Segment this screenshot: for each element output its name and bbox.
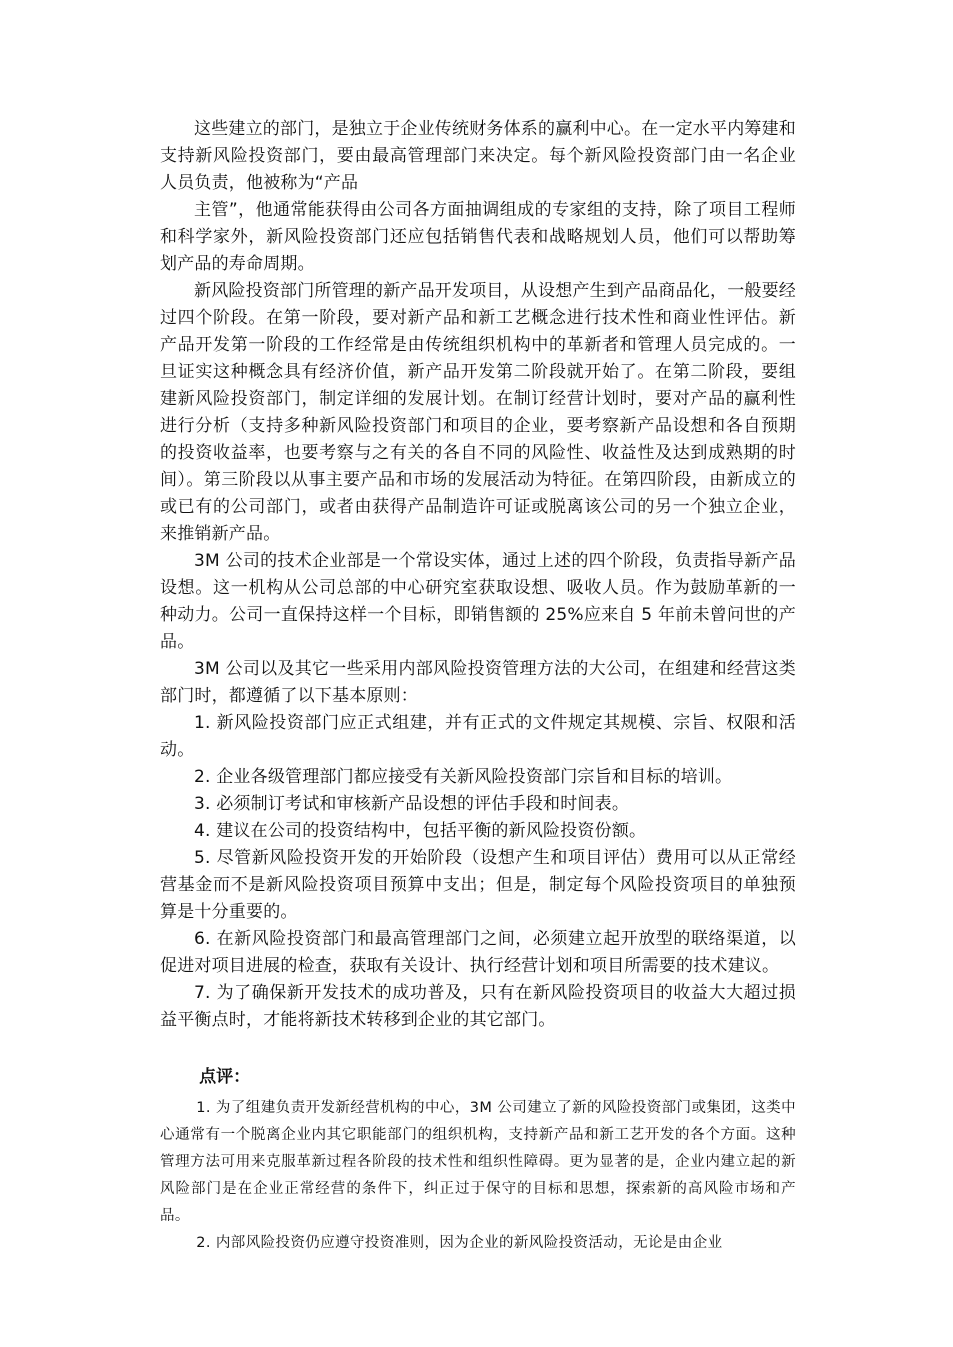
principle-item: 6. 在新风险投资部门和最高管理部门之间，必须建立起开放型的联络渠道，以促进对项目进展的检查，获取有关设计、执行经营计划和项目所需要的技术建议。 <box>160 929 796 976</box>
principle-item: 4. 建议在公司的投资结构中，包括平衡的新风险投资份额。 <box>194 821 647 841</box>
review-heading: 点评： <box>199 1067 251 1087</box>
article-body <box>160 116 796 1034</box>
body-paragraph: 这些建立的部门，是独立于企业传统财务体系的赢利中心。在一定水平内筹建和支持新风险投资部门，要由最高管理部门来决定。每个新风险投资部门由一名企业人员负责，他被称为“产品 <box>160 119 796 193</box>
document-page <box>160 116 796 1257</box>
body-paragraph: 新风险投资部门所管理的新产品开发项目，从设想产生到产品商品化，一般要经过四个阶段。在第一阶段，要对新产品和新工艺概念进行技术性和商业性评估。新产品开发第一阶段的工作经常是由传统组织机构中的革新者和管理人员完成的。一旦证实这种概念具有经济价值，新产品开发第二阶段就开始了。在第二阶段，要组建新风险投资部门，制定详细的发展计划。在制订经营计划时，要对产品的赢利性进行分析（支持多种新风险投资部门和项目的企业，要考察新产品设想和各自预期的投资收益率，也要考察与之有关的各自不同的风险性、收益性及达到成熟期的时间）。第三阶段以从事主要产品和市场的发展活动为特征。在第四阶段，由新成立的或已有的公司部门，或者由获得产品制造许可证或脱离该公司的另一个独立企业，来推销新产品。 <box>160 281 796 544</box>
body-paragraph: 3M 公司以及其它一些采用内部风险投资管理方法的大公司，在组建和经营这类部门时，都遵循了以下基本原则： <box>160 659 796 706</box>
principle-item: 7. 为了确保新开发技术的成功普及，只有在新风险投资项目的收益大大超过损益平衡点时，才能将新技术转移到企业的其它部门。 <box>160 983 796 1030</box>
principle-item: 3. 必须制订考试和审核新产品设想的评估手段和时间表。 <box>194 794 630 814</box>
principle-item: 2. 企业各级管理部门都应接受有关新风险投资部门宗旨和目标的培训。 <box>194 767 733 787</box>
principle-item: 1. 新风险投资部门应正式组建，并有正式的文件规定其规模、宗旨、权限和活动。 <box>160 713 796 760</box>
review-section <box>160 1095 796 1257</box>
body-paragraph: 3M 公司的技术企业部是一个常设实体，通过上述的四个阶段，负责指导新产品设想。这一机构从公司总部的中心研究室获取设想、吸收人员。作为鼓励革新的一种动力。公司一直保持这样一个目标，即销售额的 25%应来自 5 年前未曾问世的产品。 <box>160 551 796 652</box>
body-paragraph: 主管”，他通常能获得由公司各方面抽调组成的专家组的支持，除了项目工程师和科学家外，新风险投资部门还应包括销售代表和战略规划人员，他们可以帮助筹划产品的寿命周期。 <box>160 200 796 274</box>
principle-item: 5. 尽管新风险投资开发的开始阶段（设想产生和项目评估）费用可以从正常经营基金而不是新风险投资项目预算中支出；但是，制定每个风险投资项目的单独预算是十分重要的。 <box>160 848 796 922</box>
review-paragraph: 2. 内部风险投资仍应遵守投资准则，因为企业的新风险投资活动，无论是由企业 <box>196 1235 723 1251</box>
review-paragraph: 1. 为了组建负责开发新经营机构的中心，3M 公司建立了新的风险投资部门或集团，这类中心通常有一个脱离企业内其它职能部门的组织机构，支持新产品和新工艺开发的各个方面。这种管理方法可用来克服革新过程各阶段的技术性和组织性障碍。更为显著的是，企业内建立起的新风险部门是在企业正常经营的条件下，纠正过于保守的目标和思想，探索新的高风险市场和产品。 <box>160 1100 796 1224</box>
